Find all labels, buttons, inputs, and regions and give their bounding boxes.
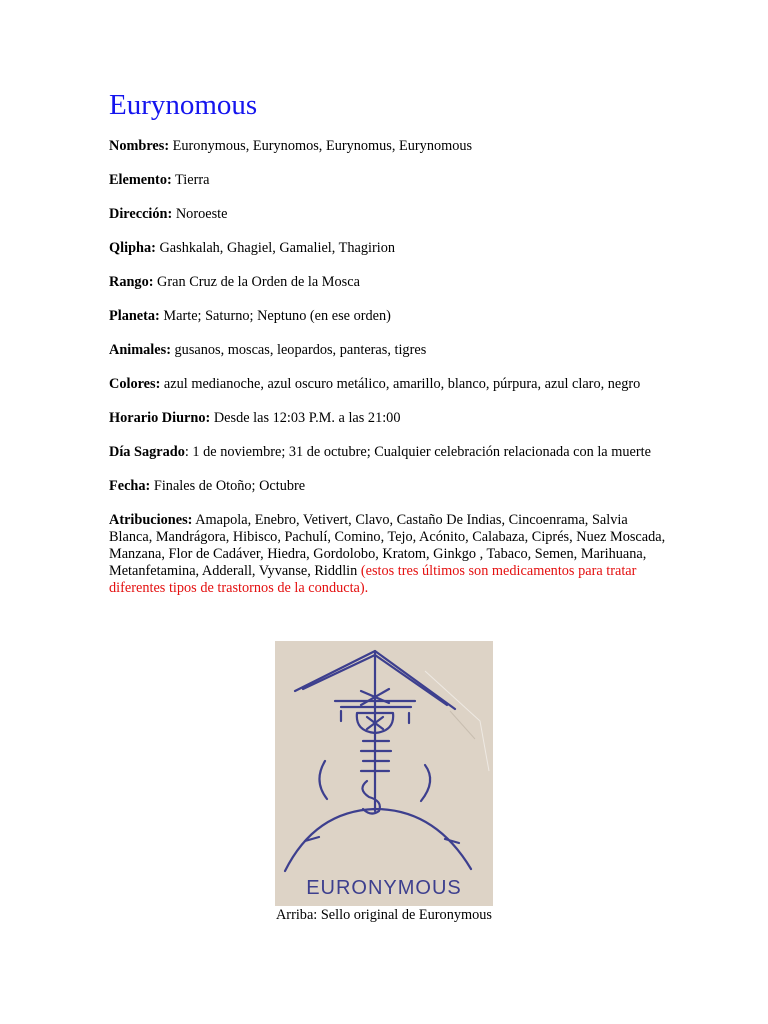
- field-label: Animales:: [109, 342, 171, 358]
- field-label: Qlipha:: [109, 240, 156, 256]
- field-label: Planeta:: [109, 308, 160, 324]
- field-horario-diurno: [109, 410, 669, 427]
- field-value: : 1 de noviembre; 31 de octubre; Cualquier celebración relacionada con la muerte: [184, 444, 651, 460]
- field-label: Colores:: [109, 376, 161, 392]
- field-label: Horario Diurno:: [109, 410, 211, 426]
- field-rango: [109, 274, 669, 291]
- field-label: Fecha:: [109, 478, 151, 494]
- field-label: Día Sagrado: [109, 444, 185, 460]
- field-value: Tierra: [171, 172, 210, 188]
- field-value: Gashkalah, Ghagiel, Gamaliel, Thagirion: [155, 240, 396, 256]
- field-animales: [109, 342, 669, 359]
- field-value: Marte; Saturno; Neptuno (en ese orden): [159, 308, 391, 324]
- field-elemento: [109, 172, 669, 189]
- field-label: Nombres:: [109, 138, 170, 154]
- field-nombres: [109, 138, 669, 155]
- field-dia-sagrado: [109, 444, 669, 461]
- field-direccion: [109, 206, 669, 223]
- field-label: Dirección:: [109, 206, 173, 222]
- seal-lettering: EURONYMOUS: [306, 877, 462, 899]
- field-atribuciones: [109, 512, 669, 597]
- field-value: Gran Cruz de la Orden de la Mosca: [153, 274, 360, 290]
- field-qlipha: [109, 240, 669, 257]
- field-label: Rango:: [109, 274, 154, 290]
- medication-note: (estos tres últimos son medicamentos para tratar diferentes tipos de trastornos de la conducta).: [109, 563, 637, 596]
- seal-drawing: [275, 641, 493, 906]
- field-fecha: [109, 478, 669, 495]
- document-page: [109, 86, 669, 614]
- field-label: Atribuciones:: [109, 512, 193, 528]
- seal-figure: [0, 641, 768, 924]
- field-value: Finales de Otoño; Octubre: [150, 478, 306, 494]
- seal-image: [275, 641, 493, 906]
- field-value: Desde las 12:03 P.M. a las 21:00: [210, 410, 401, 426]
- field-value: Noroeste: [172, 206, 228, 222]
- field-value: gusanos, moscas, leopardos, panteras, tigres: [170, 342, 427, 358]
- page-title: Eurynomous: [109, 89, 258, 121]
- field-colores: [109, 376, 669, 393]
- field-value: Amapola, Enebro, Vetivert, Clavo, Castaño De Indias, Cincoenrama, Salvia Blanca, Mandrágora, Hibisco, Pachulí, Comino, Tejo, Acónito, Calabaza, Ciprés, Nuez Moscada, Manzana, Flor de Cadáver, Hiedra, Gordolobo, Kratom, Ginkgo , Tabaco, Semen, Marihuana, Metanfetamina, Adderall, Vyvanse, Riddlin: [109, 512, 666, 579]
- field-value: azul medianoche, azul oscuro metálico, amarillo, blanco, púrpura, azul claro, negro: [160, 376, 641, 392]
- field-planeta: [109, 308, 669, 325]
- figure-caption: Arriba: Sello original de Euronymous: [275, 907, 492, 923]
- field-label: Elemento:: [109, 172, 172, 188]
- field-value: Euronymous, Eurynomos, Eurynomus, Eurynomous: [169, 138, 473, 154]
